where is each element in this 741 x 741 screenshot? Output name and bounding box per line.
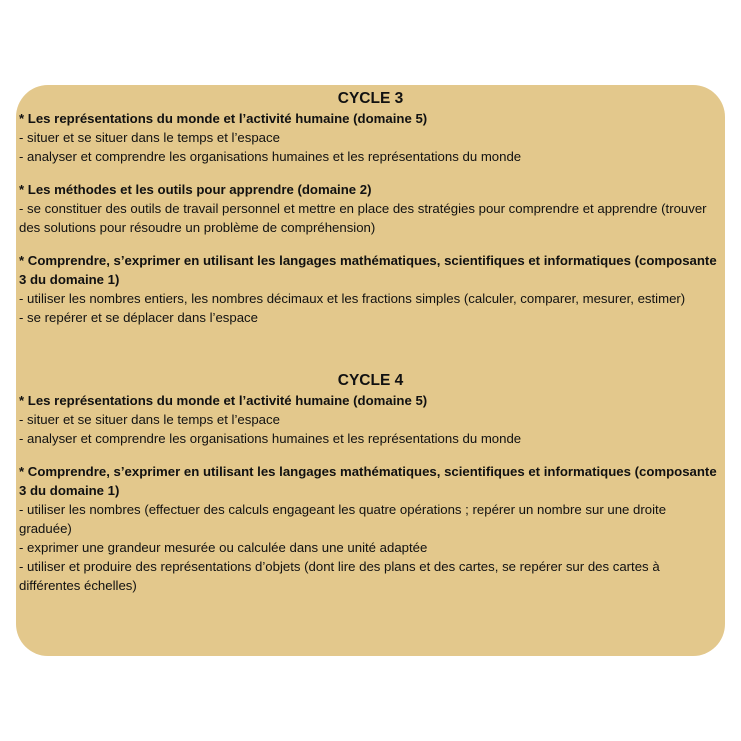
list-item: - exprimer une grandeur mesurée ou calculée dans une unité adaptée	[19, 540, 428, 555]
cycle3-title: CYCLE 3	[337, 90, 404, 107]
spacer	[19, 341, 722, 371]
cycle3-section-3	[19, 251, 722, 327]
list-item: - utiliser les nombres (effectuer des calculs engageant les quatre opérations ; repérer un nombre sur une droite graduée)	[19, 502, 667, 536]
section-heading: * Comprendre, s’exprimer en utilisant les langages mathématiques, scientifiques et informatiques (composante 3 du domaine 1)	[19, 464, 717, 498]
list-item: - situer et se situer dans le temps et l’espace	[19, 130, 280, 145]
list-item: - analyser et comprendre les organisations humaines et les représentations du monde	[19, 149, 522, 164]
list-item: - se repérer et se déplacer dans l’espace	[19, 310, 258, 325]
list-item: - utiliser les nombres entiers, les nombres décimaux et les fractions simples (calculer, comparer, mesurer, estimer)	[19, 291, 686, 306]
section-heading: * Comprendre, s’exprimer en utilisant les langages mathématiques, scientifiques et informatiques (composante 3 du domaine 1)	[19, 253, 717, 287]
section-heading: * Les méthodes et les outils pour apprendre (domaine 2)	[19, 182, 372, 197]
section-heading: * Les représentations du monde et l’activité humaine (domaine 5)	[19, 393, 428, 408]
cycle3-section-1	[19, 109, 722, 166]
cycle4-section-1	[19, 391, 722, 448]
list-item: - situer et se situer dans le temps et l’espace	[19, 412, 280, 427]
list-item: - se constituer des outils de travail personnel et mettre en place des stratégies pour comprendre et apprendre (trouver des solutions pour résoudre un problème de compréhension)	[19, 201, 707, 235]
section-heading: * Les représentations du monde et l’activité humaine (domaine 5)	[19, 111, 428, 126]
cycle3-section-2	[19, 180, 722, 237]
competences-card	[16, 85, 725, 656]
list-item: - analyser et comprendre les organisations humaines et les représentations du monde	[19, 431, 522, 446]
list-item: - utiliser et produire des représentations d’objets (dont lire des plans et des cartes, se repérer sur des cartes à différentes échelles)	[19, 559, 660, 593]
cycle4-section-2	[19, 462, 722, 595]
cycle4-title: CYCLE 4	[337, 372, 404, 389]
